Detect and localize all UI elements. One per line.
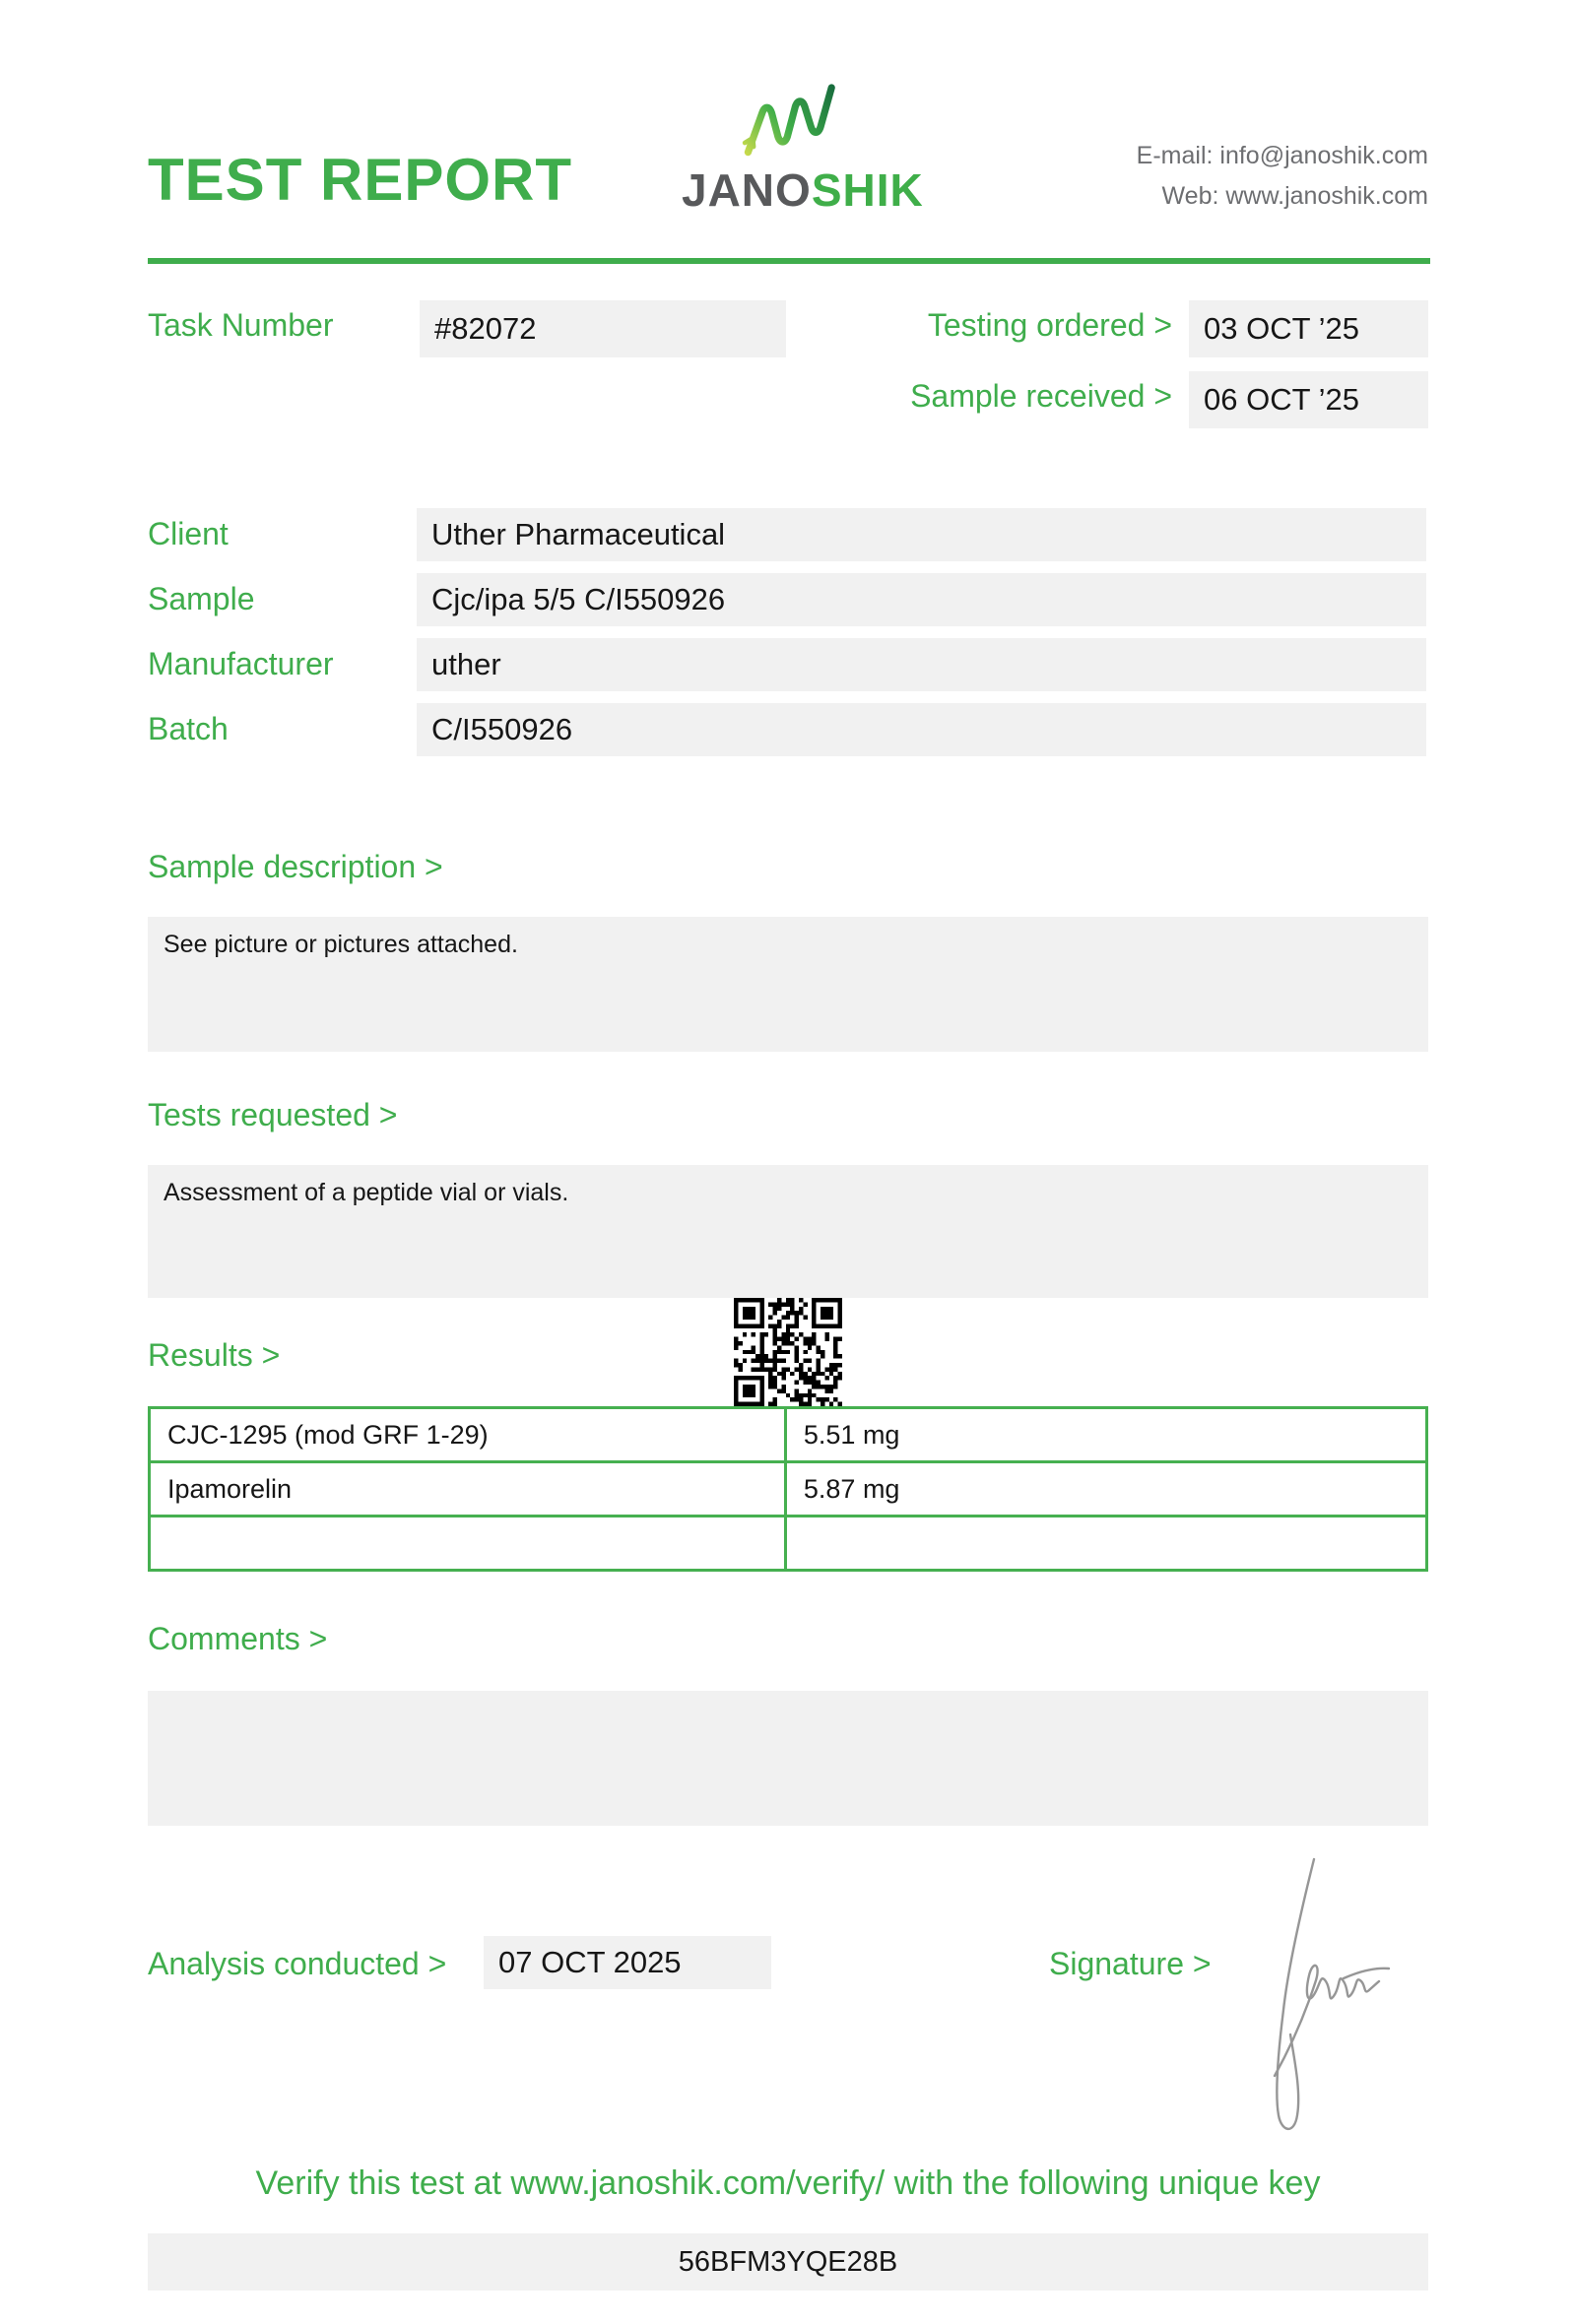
header-divider (148, 258, 1430, 264)
comments-box (148, 1691, 1428, 1826)
comments-heading: Comments > (148, 1621, 328, 1656)
qr-code (734, 1298, 842, 1406)
task-number-value: #82072 (420, 300, 786, 357)
results-heading: Results > (148, 1337, 281, 1373)
result-analyte: Ipamorelin (150, 1462, 786, 1517)
field-value-sample: Cjc/ipa 5/5 C/I550926 (417, 573, 1426, 626)
page-title: TEST REPORT (148, 147, 573, 213)
tests-requested-box (148, 1165, 1428, 1298)
growth-chart-icon (742, 75, 836, 163)
contact-web: Web: www.janoshik.com (1161, 182, 1428, 210)
result-amount: 5.51 mg (785, 1408, 1426, 1462)
sample-received-label: Sample received > (910, 378, 1172, 414)
result-amount (785, 1517, 1426, 1571)
comments-text (148, 1691, 1428, 1705)
testing-ordered-value: 03 OCT ’25 (1189, 300, 1428, 357)
table-row (150, 1462, 1427, 1517)
sample-description-heading: Sample description > (148, 849, 443, 884)
field-label-batch: Batch (148, 711, 229, 746)
field-value-manufacturer: uther (417, 638, 1426, 691)
table-row (150, 1408, 1427, 1462)
result-analyte (150, 1517, 786, 1571)
brand-wordmark-green: SHIK (811, 164, 924, 216)
analysis-conducted-label: Analysis conducted > (148, 1946, 447, 1981)
results-table (148, 1406, 1428, 1572)
testing-ordered-label: Testing ordered > (927, 307, 1172, 343)
tests-requested-text: Assessment of a peptide vial or vials. (164, 1179, 569, 1206)
result-analyte: CJC-1295 (mod GRF 1-29) (150, 1408, 786, 1462)
field-value-batch: C/I550926 (417, 703, 1426, 756)
signature-label: Signature > (1049, 1946, 1212, 1981)
sample-received-value: 06 OCT ’25 (1189, 371, 1428, 428)
contact-email: E-mail: info@janoshik.com (1136, 142, 1428, 169)
result-amount: 5.87 mg (785, 1462, 1426, 1517)
field-value-client: Uther Pharmaceutical (417, 508, 1426, 561)
sample-description-box (148, 917, 1428, 1052)
analysis-conducted-value: 07 OCT 2025 (484, 1936, 771, 1989)
brand-wordmark-gray: JANO (682, 164, 812, 216)
field-label-sample: Sample (148, 581, 255, 616)
field-label-manufacturer: Manufacturer (148, 646, 334, 681)
brand-wordmark (682, 163, 924, 217)
sample-description-text: See picture or pictures attached. (164, 931, 518, 958)
verify-text: Verify this test at www.janoshik.com/verify/ with the following unique key (255, 2164, 1321, 2202)
verify-key: 56BFM3YQE28B (148, 2233, 1428, 2291)
signature-image (1251, 1847, 1428, 2153)
contact-block (1137, 136, 1428, 217)
field-label-client: Client (148, 516, 229, 551)
table-row (150, 1517, 1427, 1571)
task-number-label: Task Number (148, 307, 334, 343)
tests-requested-heading: Tests requested > (148, 1097, 398, 1132)
